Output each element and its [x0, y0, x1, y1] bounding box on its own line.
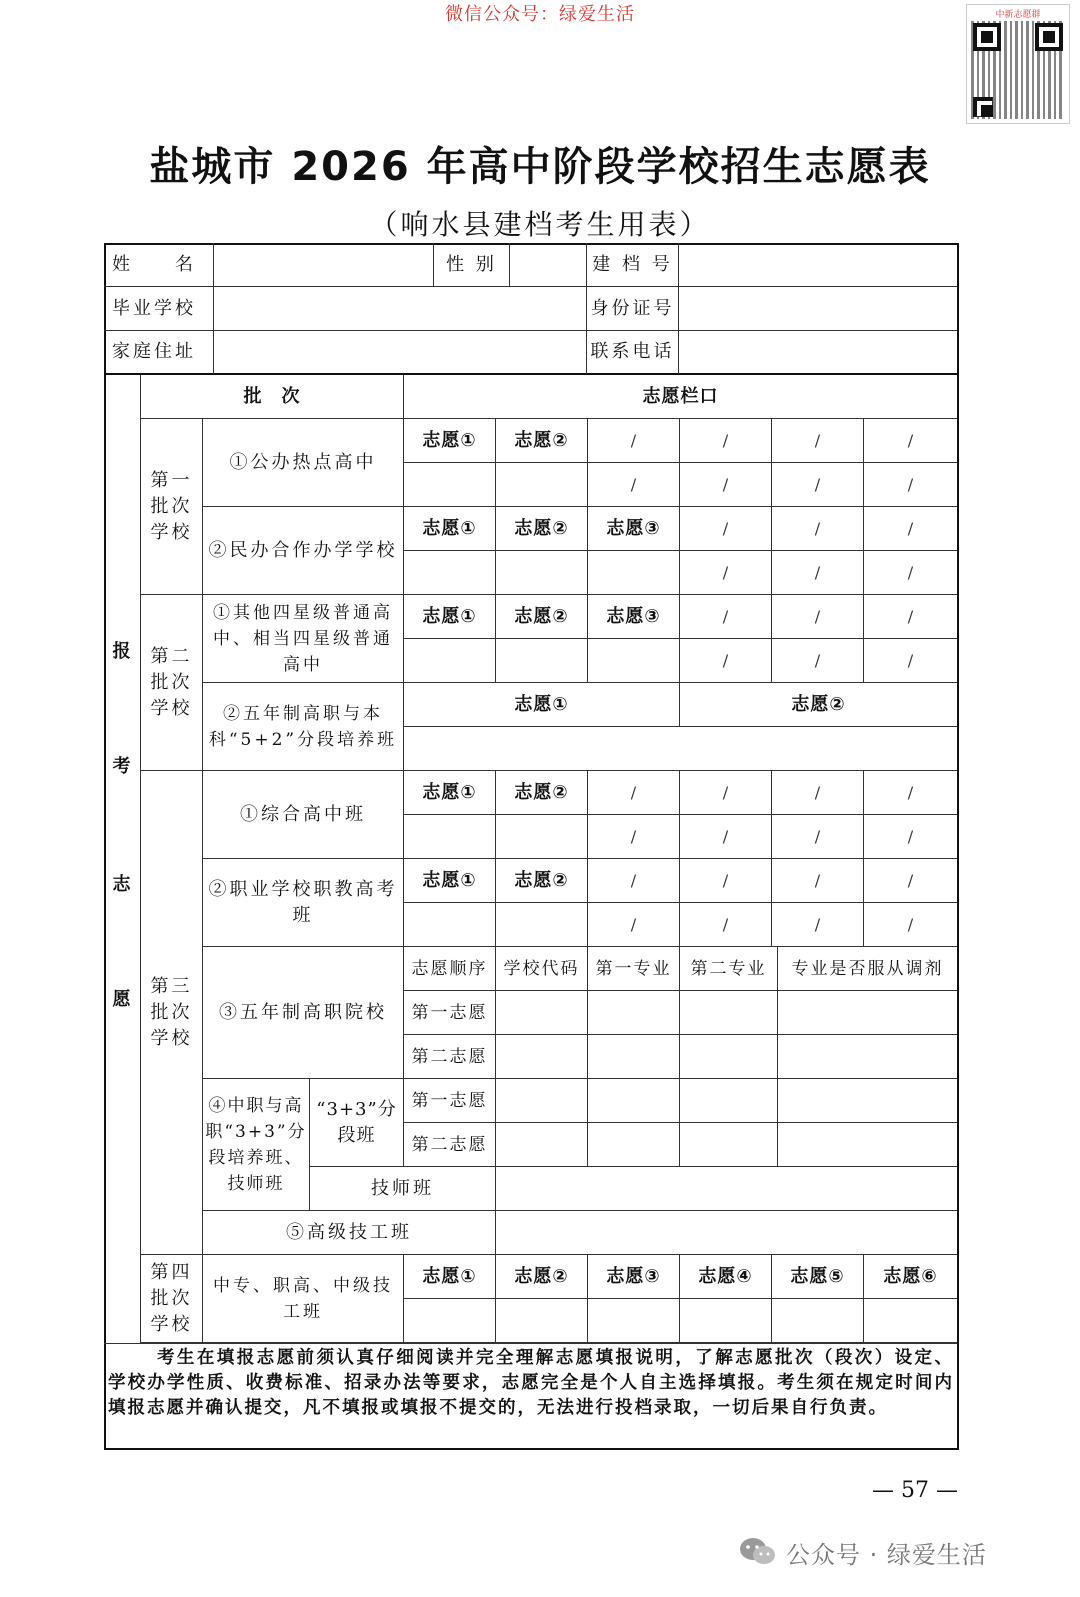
batch2-label: 第二批次学校	[141, 595, 203, 771]
subtable-input[interactable]	[496, 1123, 588, 1167]
col-header: 第一专业	[588, 947, 680, 991]
choice-label: 志愿①	[404, 771, 496, 815]
choice-input[interactable]	[496, 815, 588, 859]
choice-input[interactable]	[680, 1299, 772, 1343]
side-char: 愿	[112, 989, 132, 1010]
slash-cell: /	[772, 463, 864, 507]
side-char: 考	[112, 756, 132, 777]
slash-cell: /	[772, 815, 864, 859]
choice-label: 志愿②	[496, 419, 588, 463]
choice-input[interactable]	[496, 551, 588, 595]
slash-cell: /	[680, 639, 772, 683]
choice-label: 志愿⑤	[772, 1255, 864, 1299]
name-field[interactable]	[214, 243, 434, 287]
application-form	[104, 243, 959, 1450]
name-label: 姓 名	[104, 243, 214, 287]
choice-input[interactable]	[404, 815, 496, 859]
choice-input[interactable]	[588, 1299, 680, 1343]
choice-input[interactable]	[496, 903, 588, 947]
slash-cell: /	[680, 771, 772, 815]
gender-label: 性 别	[434, 243, 510, 287]
batch1-label: 第一批次学校	[141, 419, 203, 595]
subtable-input[interactable]	[496, 1079, 588, 1123]
page-title: 盐城市 2026 年高中阶段学校招生志愿表	[149, 144, 931, 190]
address-label: 家庭住址	[104, 331, 214, 375]
sub-33-label: “3+3”分段班	[310, 1079, 404, 1167]
phone-field[interactable]	[679, 331, 957, 375]
note-divider	[104, 1343, 957, 1344]
slash-cell: /	[864, 771, 957, 815]
top-watermark: 微信公众号：绿爱生活	[445, 4, 635, 25]
slash-cell: /	[772, 771, 864, 815]
choice-input[interactable]	[404, 1299, 496, 1343]
slash-cell: /	[588, 859, 680, 903]
row-label: 第一志愿	[404, 991, 496, 1035]
subtable-input[interactable]	[588, 991, 680, 1035]
slash-cell: /	[864, 595, 957, 639]
batch4-item: 中专、职高、中级技工班	[203, 1255, 404, 1343]
choice-label: 志愿②	[496, 771, 588, 815]
slash-cell: /	[588, 815, 680, 859]
batch-header: 批 次	[141, 375, 404, 419]
wechat-icon	[738, 1536, 778, 1568]
subtable-input[interactable]	[496, 1035, 588, 1079]
choice-label: 志愿①	[404, 507, 496, 551]
slash-cell: /	[772, 595, 864, 639]
slash-cell: /	[772, 551, 864, 595]
choice-label: 志愿①	[404, 683, 680, 727]
subtable-input[interactable]	[588, 1123, 680, 1167]
choice-input[interactable]	[404, 551, 496, 595]
footer-watermark	[738, 1532, 1038, 1572]
row-label: 第一志愿	[404, 1079, 496, 1123]
qr-code	[966, 4, 1070, 124]
batch2-item2: ②五年制高职与本科“5+2”分段培养班	[203, 683, 404, 771]
file-number-label: 建 档 号	[587, 243, 679, 287]
batch3-item4: ④中职与高职“3+3”分段培养班、技师班	[203, 1079, 310, 1211]
school-label: 毕业学校	[104, 287, 214, 331]
slash-cell: /	[680, 595, 772, 639]
batch4-label: 第四批次学校	[141, 1255, 203, 1343]
slash-cell: /	[680, 903, 772, 947]
slash-cell: /	[588, 771, 680, 815]
batch3-label: 第三批次学校	[141, 771, 203, 1255]
side-char: 志	[112, 874, 132, 895]
qr-finder-icon	[973, 97, 993, 117]
choice-input[interactable]	[496, 1167, 957, 1211]
subtable-input[interactable]	[778, 1035, 957, 1079]
slash-cell: /	[772, 859, 864, 903]
slash-cell: /	[680, 463, 772, 507]
slash-cell: /	[864, 903, 957, 947]
choice-input[interactable]	[496, 463, 588, 507]
col-header: 志愿顺序	[404, 947, 496, 991]
choice-input[interactable]	[404, 727, 957, 771]
choice-input[interactable]	[864, 1299, 957, 1343]
subtable-input[interactable]	[680, 1079, 778, 1123]
batch1-item1: ①公办热点高中	[203, 419, 404, 507]
qr-label: 中新志愿群	[995, 10, 1041, 20]
slash-cell: /	[772, 419, 864, 463]
qr-finder-icon	[1035, 23, 1063, 51]
choice-label: 志愿③	[588, 1255, 680, 1299]
slash-cell: /	[588, 419, 680, 463]
subtable-input[interactable]	[588, 1079, 680, 1123]
slash-cell: /	[864, 815, 957, 859]
subtable-input[interactable]	[496, 991, 588, 1035]
side-label-column	[104, 375, 141, 1343]
choice-label: 志愿③	[588, 595, 680, 639]
choice-label: 志愿②	[496, 859, 588, 903]
choice-input[interactable]	[496, 1211, 957, 1255]
file-number-field[interactable]	[679, 243, 957, 287]
subtable-input[interactable]	[778, 991, 957, 1035]
slash-cell: /	[772, 639, 864, 683]
subtable-input[interactable]	[680, 1123, 778, 1167]
subtable-input[interactable]	[680, 991, 778, 1035]
address-field[interactable]	[214, 331, 587, 375]
page-subtitle: （响水县建档考生用表）	[369, 208, 711, 241]
batch3-item1: ①综合高中班	[203, 771, 404, 859]
slash-cell: /	[588, 903, 680, 947]
slash-cell: /	[772, 507, 864, 551]
choice-input[interactable]	[404, 639, 496, 683]
choice-input[interactable]	[772, 1299, 864, 1343]
slash-cell: /	[864, 859, 957, 903]
slash-cell: /	[864, 507, 957, 551]
footer-watermark-text: 公众号 · 绿爱生活	[786, 1540, 987, 1569]
batch2-item1: ①其他四星级普通高中、相当四星级普通高中	[203, 595, 404, 683]
slash-cell: /	[680, 815, 772, 859]
page-number: — 57 —	[872, 1478, 958, 1503]
choice-label: 志愿①	[404, 859, 496, 903]
choice-header: 志愿栏口	[404, 375, 957, 419]
slash-cell: /	[772, 903, 864, 947]
instructions-note: 考生在填报志愿前须认真仔细阅读并完全理解志愿填报说明，了解志愿批次（段次）设定、学校办学性质、收费标准、招录办法等要求，志愿完全是个人自主选择填报。考生须在规定时间内填报志愿并确认提交，凡不填报或填报不提交的，无法进行投档录取，一切后果自行负责。	[108, 1348, 954, 1418]
slash-cell: /	[680, 551, 772, 595]
row-label: 第二志愿	[404, 1123, 496, 1167]
choice-input[interactable]	[404, 903, 496, 947]
choice-input[interactable]	[404, 463, 496, 507]
batch3-item3: ③五年制高职院校	[203, 947, 404, 1079]
technician-label: 技师班	[310, 1167, 496, 1211]
slash-cell: /	[864, 419, 957, 463]
slash-cell: /	[864, 639, 957, 683]
choice-label: 志愿①	[404, 595, 496, 639]
choice-label: 志愿①	[404, 419, 496, 463]
choice-label: 志愿③	[588, 507, 680, 551]
batch1-item2: ②民办合作办学学校	[203, 507, 404, 595]
subtable-input[interactable]	[778, 1079, 957, 1123]
slash-cell: /	[864, 463, 957, 507]
choice-input[interactable]	[588, 551, 680, 595]
slash-cell: /	[864, 551, 957, 595]
col-header: 第二专业	[680, 947, 778, 991]
choice-label: 志愿②	[496, 595, 588, 639]
phone-label: 联系电话	[587, 331, 679, 375]
subtable-input[interactable]	[588, 1035, 680, 1079]
batch3-item5: ⑤高级技工班	[203, 1211, 496, 1255]
choice-input[interactable]	[496, 639, 588, 683]
choice-input[interactable]	[496, 1299, 588, 1343]
choice-label: 志愿⑥	[864, 1255, 957, 1299]
batch3-item2: ②职业学校职教高考班	[203, 859, 404, 947]
school-field[interactable]	[214, 287, 587, 331]
row-label: 第二志愿	[404, 1035, 496, 1079]
choice-label: 志愿②	[496, 1255, 588, 1299]
qr-finder-icon	[973, 23, 1001, 51]
choice-label: 志愿②	[496, 507, 588, 551]
choice-label: 志愿①	[404, 1255, 496, 1299]
col-header: 学校代码	[496, 947, 588, 991]
slash-cell: /	[680, 507, 772, 551]
choice-label: 志愿②	[680, 683, 957, 727]
slash-cell: /	[680, 419, 772, 463]
subtable-input[interactable]	[778, 1123, 957, 1167]
choice-input[interactable]	[588, 639, 680, 683]
id-number-label: 身份证号	[587, 287, 679, 331]
choice-label: 志愿④	[680, 1255, 772, 1299]
gender-field[interactable]	[510, 243, 587, 287]
slash-cell: /	[588, 463, 680, 507]
id-number-field[interactable]	[679, 287, 957, 331]
col-header: 专业是否服从调剂	[778, 947, 957, 991]
slash-cell: /	[680, 859, 772, 903]
side-char: 报	[112, 641, 132, 662]
subtable-input[interactable]	[680, 1035, 778, 1079]
